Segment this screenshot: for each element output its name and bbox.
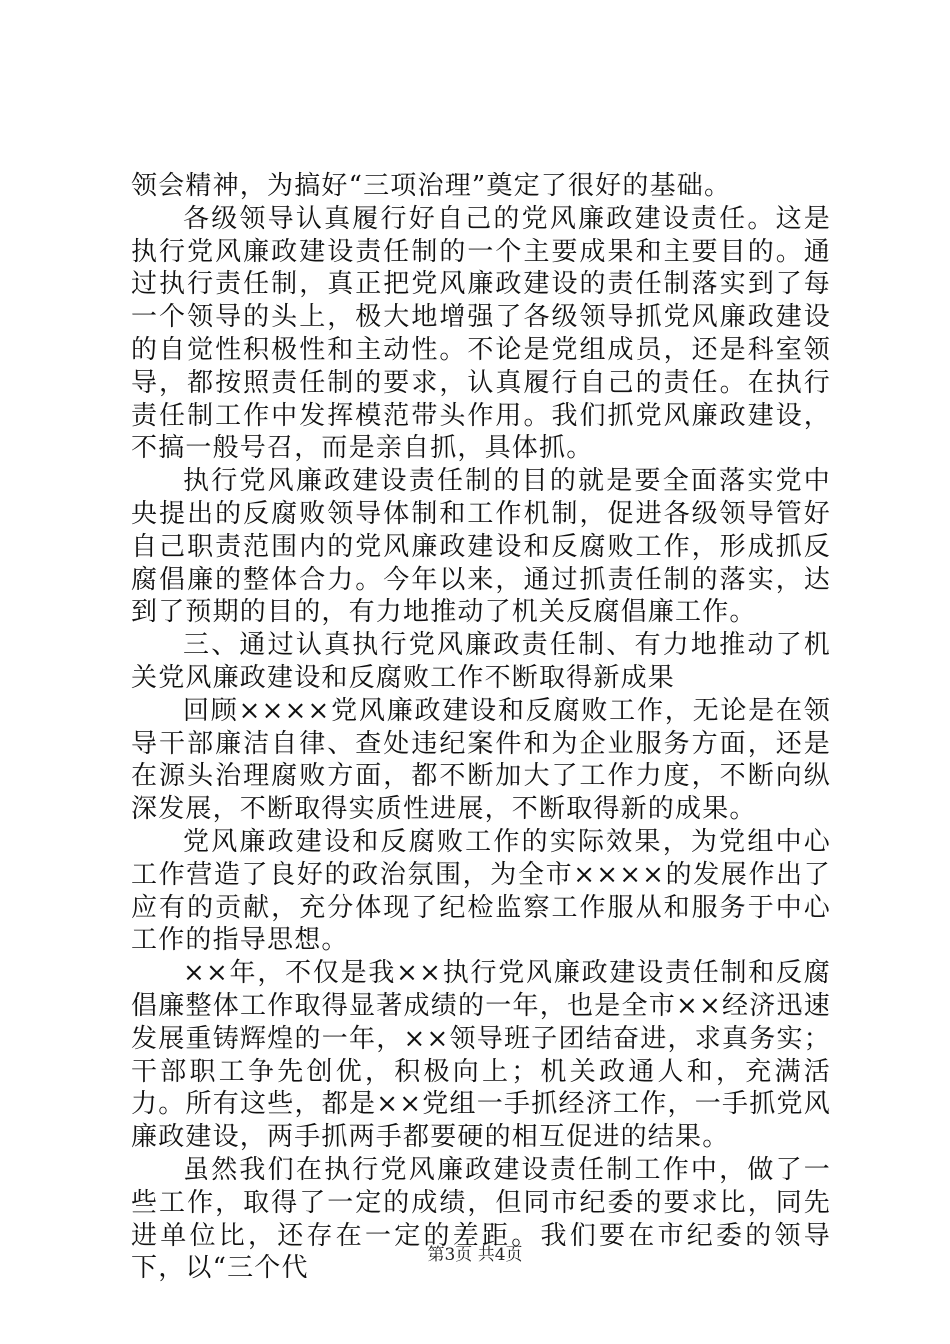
- paragraph-gaps: 虽然我们在执行党风廉政建设责任制工作中，做了一些工作，取得了一定的成绩，但同市纪委的要求比，同先进单位比，还存在一定的差距。我们要在市纪委的领导下，以“三个代: [131, 1154, 831, 1284]
- document-body: [131, 170, 831, 1285]
- paragraph-responsibility-purpose: 执行党风廉政建设责任制的目的就是要全面落实党中央提出的反腐败领导体制和工作机制，促进各级领导管好自己职责范围内的党风廉政建设和反腐败工作，形成抓反腐倡廉的整体合力。今年以来，通过抓责任制的落实，达到了预期的目的，有力地推动了机关反腐倡廉工作。: [131, 466, 831, 628]
- page-number-footer: 第3页 共4页: [427, 1245, 523, 1265]
- paragraph-leadership-responsibility: 各级领导认真履行好自己的党风廉政建设责任。这是执行党风廉政建设责任制的一个主要成果和主要目的。通过执行责任制，真正把党风廉政建设的责任制落实到了每一个领导的头上，极大地增强了各级领导抓党风廉政建设的自觉性积极性和主动性。不论是党组成员，还是科室领导，都按照责任制的要求，认真履行自己的责任。在执行责任制工作中发挥模范带头作用。我们抓党风廉政建设，不搞一般号召，而是亲自抓，具体抓。: [131, 203, 831, 464]
- paragraph-continuation: 领会精神，为搞好“三项治理”奠定了很好的基础。: [131, 171, 732, 201]
- section-heading-three: 三、通过认真执行党风廉政责任制、有力地推动了机关党风廉政建设和反腐败工作不断取得新成果: [131, 630, 831, 693]
- paragraph-review: 回顾××××党风廉政建设和反腐败工作，无论是在领导干部廉洁自律、查处违纪案件和为企业服务方面，还是在源头治理腐败方面，都不断加大了工作力度，不断向纵深发展，不断取得实质性进展，不断取得新的成果。: [131, 695, 831, 825]
- paragraph-year-summary: ××年，不仅是我××执行党风廉政建设责任制和反腐倡廉整体工作取得显著成绩的一年，也是全市××经济迅速发展重铸辉煌的一年，××领导班子团结奋进，求真务实；干部职工争先创优，积极向上；机关政通人和，充满活力。所有这些，都是××党组一手抓经济工作，一手抓党风廉政建设，两手抓两手都要硬的相互促进的结果。: [131, 958, 831, 1153]
- paragraph-effects: 党风廉政建设和反腐败工作的实际效果，为党组中心工作营造了良好的政治氛围，为全市××××的发展作出了应有的贡献，充分体现了纪检监察工作服从和服务于中心工作的指导思想。: [131, 826, 831, 956]
